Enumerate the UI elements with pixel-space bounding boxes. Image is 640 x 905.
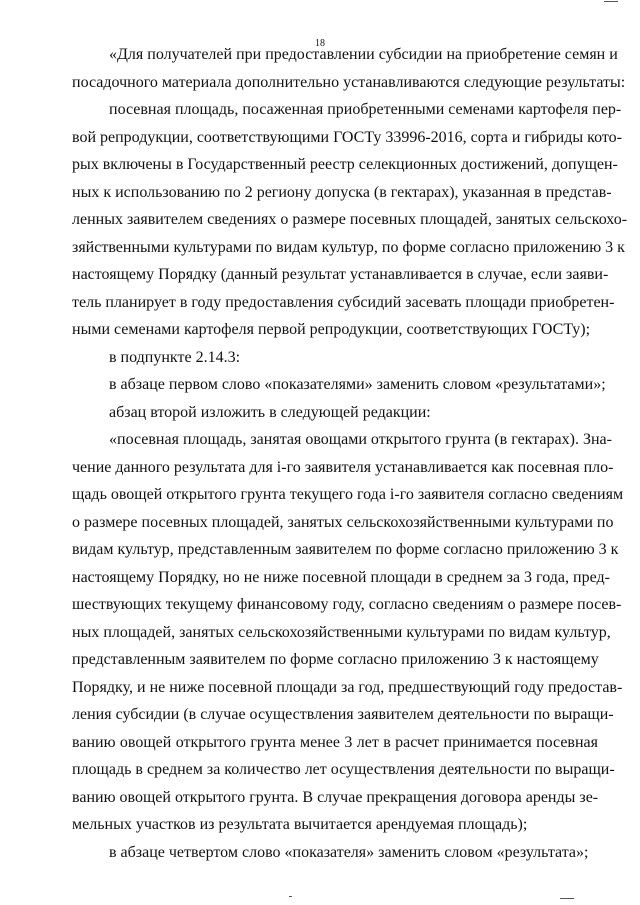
text-line: посадочного материала дополнительно устанавливаются следующие результаты:: [72, 73, 626, 91]
text-line: настоящему Порядку, но не ниже посевной площади в среднем за 3 года, пред-: [72, 568, 610, 586]
text-line: вой репродукции, соответствующими ГОСТу 33996-2016, сорта и гибриды кото-: [72, 128, 622, 146]
text-line: о размере посевных площадей, занятых сельскохозяйственными культурами по: [72, 513, 614, 531]
scan-mark: [289, 896, 292, 897]
text-line: зяйственными культурами по видам культур, по форме согласно приложению 3 к: [72, 238, 625, 256]
text-line: ления субсидии (в случае осуществления заявителем деятельности по выращи-: [72, 706, 614, 723]
text-line: «Для получателей при предоставлении субсидии на приобретение семян и: [109, 46, 618, 63]
text-line: щадь овощей открытого грунта текущего года i-го заявителя согласно сведениям: [72, 486, 624, 503]
text-line: настоящему Порядку (данный результат устанавливается в случае, если заяви-: [72, 266, 609, 283]
text-line: «посевная площадь, занятая овощами открытого грунта (в гектарах). Зна-: [109, 431, 612, 448]
text-line: ванию овощей открытого грунта менее 3 лет в расчет принимается посевная: [72, 733, 598, 751]
text-line: шествующих текущему финансовому году, согласно сведениям о размере посев-: [72, 596, 622, 613]
text-line: ных площадей, занятых сельскохозяйственными культурами по видам культур,: [72, 623, 611, 641]
text-line: в абзаце четвертом слово «показателя» заменить словом «результата»;: [109, 843, 589, 861]
text-line: Порядку, и не ниже посевной площади за год, предшествующий году предостав-: [72, 678, 623, 696]
text-line: ных к использованию по 2 региону допуска (в гектарах), указанная в представ-: [72, 183, 612, 201]
text-line: площадь в среднем за количество лет осуществления деятельности по выращи-: [72, 761, 615, 778]
text-line: ванию овощей открытого грунта. В случае прекращения договора аренды зе-: [72, 788, 599, 806]
text-line: в абзаце первом слово «показателями» заменить словом «результатами»;: [109, 376, 606, 393]
text-line: ленных заявителем сведениях о размере посевных площадей, занятых сельскохо-: [72, 211, 628, 228]
scan-mark: [560, 898, 574, 899]
scan-mark: [604, 1, 618, 2]
text-line: абзац второй изложить в следующей редакции:: [109, 403, 431, 421]
text-line: мельных участков из результата вычитается арендуемая площадь);: [72, 816, 528, 833]
text-line: рых включены в Государственный реестр селекционных достижений, допущен-: [72, 156, 618, 173]
page-number: 18: [315, 38, 325, 49]
text-line: посевная площадь, посаженная приобретенными семенами картофеля пер-: [109, 101, 622, 118]
text-line: представленным заявителем по форме согласно приложению 3 к настоящему: [72, 651, 599, 668]
text-line: в подпункте 2.14.3:: [109, 348, 241, 366]
text-line: ными семенами картофеля первой репродукции, соответствующих ГОСТу);: [72, 321, 591, 338]
text-line: тель планирует в году предоставления субсидий засевать площади приобретен-: [72, 293, 615, 311]
text-line: чение данного результата для i-го заявителя устанавливается как посевная пло-: [72, 458, 614, 476]
text-line: видам культур, представленным заявителем по форме согласно приложению 3 к: [72, 541, 619, 558]
